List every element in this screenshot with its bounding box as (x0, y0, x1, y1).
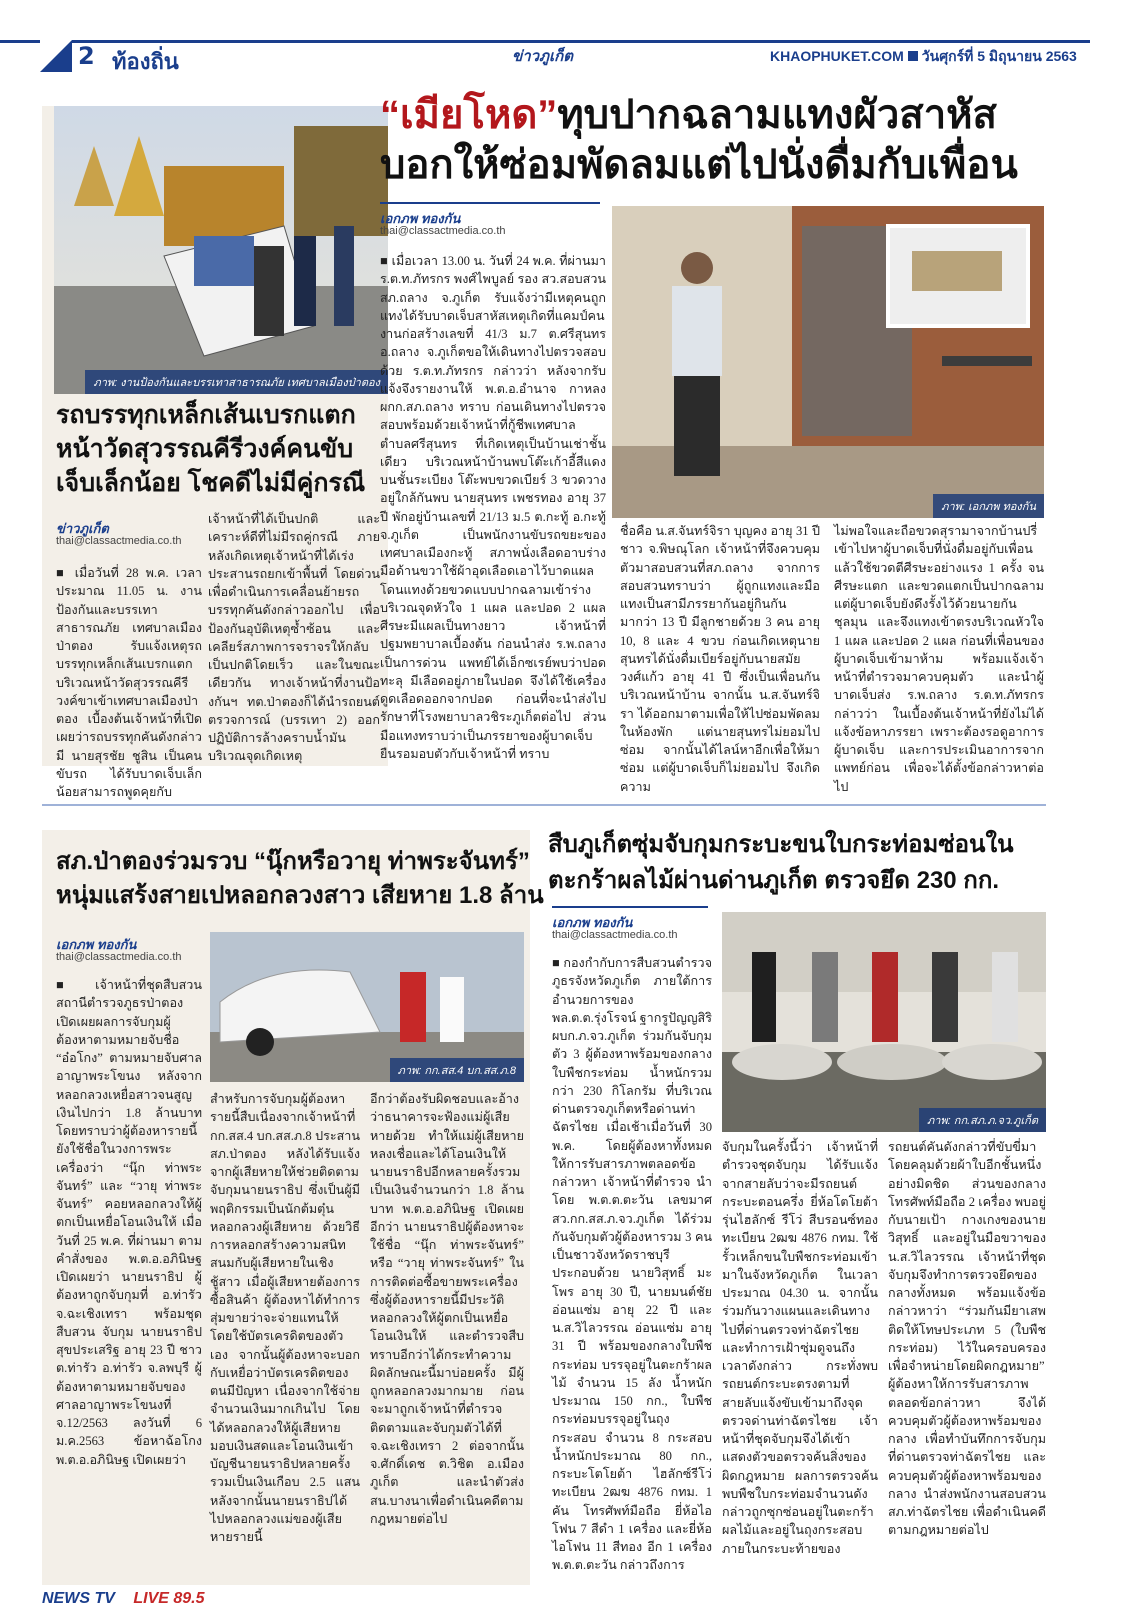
news-tv-logo: NEWS TV (42, 1590, 115, 1607)
masthead-logo: ข่าวภูเก็ต (512, 47, 573, 65)
section-title: ท้องถิ่น (112, 50, 179, 75)
truck-photo-image (54, 106, 388, 394)
site-name: KHAOPHUKET.COM (770, 48, 904, 64)
wife-column-3: ไม่พอใจและถือขวดสุรามาจากบ้านปรี่เข้าไปหาผู้บาดเจ็บที่นั่งดื่มอยู่กับเพื่อน แล้วใช้ขวดตีศีรษะอย่างแรง 1 ครั้ง จนศีรษะแตก และขวดแตกเป็นปากฉลาม แต่ผู้บาดเจ็บยังดึงรั้งไว้ด้วยนายกันชุลมุน และจึงแทงเข้าตรงบริเวณหัวใจ 1 แผล และปอด 2 แผล ก่อนที่เพื่อนของผู้บาดเจ็บเข้ามาห้าม พร้อมแจ้งเจ้าหน้าที่ตำรวจมาควบคุมตัว และนำผู้บาดเจ็บส่ง ร.พ.ถลาง ร.ต.ท.ภัทรกร กล่าวว่า ในเบื้องต้นเจ้าหน้าที่ยังไม่ได้แจ้งข้อหาภรรยา เพราะต้องรอดูอาการผู้บาดเจ็บ และการประเมินอาการจากแพทย์ก่อน เพื่อจะได้ตั้งข้อกล่าวหาต่อไป (834, 524, 1044, 794)
wife-headline-quote: “เมียโหด” (380, 93, 558, 137)
kratom-column-1: ■ กองกำกับการสืบสวนตำรวจภูธรจังหวัดภูเก็ต ภายใต้การอำนวยการของ พล.ต.ต.รุ่งโรจน์ ฐากรูปัญญสิริ ผบก.ภ.จว.ภูเก็ต ร่วมกันจับกุมตัว 3 ผู้ต้องหาพร้อมของกลาง ใบพืชกระท่อม น้ำหนักรวมกว่า 230 กิโลกรัม ที่บริเวณด่านตรวจภูเก็ตหรือด่านท่าฉัตรไชย เมื่อเช้าเมื่อวันที่ 30 พ.ค. โดยผู้ต้องหาทั้งหมดให้การรับสารภาพตลอดข้อกล่าวหา เจ้าหน้าที่ตำรวจ นำโดย พ.ต.ต.ตะวัน เลขมาศ สว.กก.สส.ภ.จว.ภูเก็ต ได้ร่วมกันจับกุมตัวผู้ต้องหารวม 3 คนเป็นชาวจังหวัดราชบุรี ประกอบด้วย นายวิสุทธิ์ มะโพร อายุ 30 ปี, นายมนต์ชัย อ่อนแซ่ม อายุ 22 ปี และ น.ส.วิไลวรรณ อ่อนแซ่ม อายุ 31 ปี พร้อมของกลางใบพืชกระท่อม บรรจุอยู่ในตะกร้าผลไม้ จำนวน 15 ลัง น้ำหนักประมาณ 150 กก., ใบพืชกระท่อมบรรจุอยู่ในถุงกระสอบ จำนวน 8 กระสอบ น้ำหนักประมาณ 80 กก., กระบะโตโยต้า ไฮลักซ์รีโว่ ทะเบียน 2ฒฆ 4876 กทม. 1 คัน โทรศัพท์มือถือ ยี่ห้อไอโฟน 7 สีดำ 1 เครื่อง และยี่ห้อไอโฟน 11 สีทอง อีก 1 เครื่อง พ.ต.ต.ตะวัน กล่าวถึงการ (552, 956, 712, 1573)
scam-byline-email: thai@classactmedia.co.th (56, 951, 182, 963)
page-number: 2 (78, 42, 95, 70)
kratom-byline-rule (552, 906, 708, 908)
header-rule (0, 40, 1090, 43)
wife-headline (380, 90, 1060, 190)
wife-photo (612, 206, 1044, 518)
kratom-column-3: รถยนต์คันดังกล่าวที่ขับขี่มาโดยคลุมด้วยผ้าใบอีกชั้นหนึ่งอย่างมิดชิด ส่วนของกลางโทรศัพท์มือถือ 2 เครื่อง พบอยู่กับนายเป้า กางเกงของนายวิสุทธิ์ และอยู่ในมือขวาของ น.ส.วิไลวรรณ เจ้าหน้าที่ชุดจับกุมจึงทำการตรวจยึดของกลางทั้งหมด พร้อมแจ้งข้อกล่าวหาว่า “ร่วมกันมียาเสพติดให้โทษประเภท 5 (ใบพืชกระท่อม) ไว้ในครอบครอง เพื่อจำหน่ายโดยผิดกฎหมาย” ผู้ต้องหาให้การรับสารภาพตลอดข้อกล่าวหา จึงได้ควบคุมตัวผู้ต้องหาพร้อมของกลาง เพื่อทำบันทึกการจับกุมที่ด่านตรวจท่าฉัตรไชย และควบคุมตัวผู้ต้องหาพร้อมของกลาง นำส่งพนักงานสอบสวน สภ.ท่าฉัตรไชย เพื่อดำเนินคดีตามกฎหมายต่อไป (888, 1140, 1046, 1538)
truck-byline-name: ข่าวภูเก็ต (56, 521, 109, 536)
scam-headline-line2: หนุ่มแสร้งสายเปหลอกลวงสาว เสียหาย 1.8 ล้าน (56, 882, 544, 909)
wife-photo-image (612, 206, 1044, 518)
truck-photo-caption: ภาพ: งานป้องกันและบรรเทาสาธารณภัย เทศบาลเมืองป่าตอง (85, 370, 388, 394)
kratom-photo (722, 912, 1046, 1132)
section-divider (42, 804, 1046, 806)
kratom-photo-caption: ภาพ: กก.สภ.ภ.จว.ภูเก็ต (919, 1108, 1046, 1132)
scam-column-1: ■ เจ้าหน้าที่ชุดสืบสวน สถานีตำรวจภูธรป่าตอง เปิดเผยผลการจับกุมผู้ต้องหาตามหมายจับชื่อ “อ๋อโกง” ตามหมายจับศาลอาญาพระโขนง หลังจากหลอกลวงเหยื่อสาวจนสูญเงินไปกว่า 1.8 ล้านบาท โดยทราบว่าผู้ต้องหารายนี้ยังใช้ชื่อในวงการพระเครื่องว่า “นุ๊ก ท่าพระจันทร์” และ “วายุ ท่าพระจันทร์” คอยหลอกลวงให้ผู้ตกเป็นเหยื่อโอนเงินให้ เมื่อวันที่ 25 พ.ค. ที่ผ่านมา ตามคำสั่งของ พ.ต.อ.อภินิษฐ เปิดเผยว่า นายนราธิป ผู้ต้องหาถูกจับกุมที่ อ.ท่ารัว จ.ฉะเชิงเทรา พร้อมชุดสืบสวน จับกุม นายนราธิป สุขประเสริฐ อายุ 23 ปี ชาว ต.ท่ารัว อ.ท่ารัว จ.ลพบุรี ผู้ต้องหาตามหมายจับของศาลอาญาพระโขนงที่ จ.12/2563 ลงวันที่ 6 ม.ค.2563 ข้อหาฉ้อโกง พ.ต.อ.อภินิษฐ เปิดเผยว่า (56, 978, 202, 1467)
kratom-photo-image (722, 912, 1046, 1132)
wife-byline-name: เอกภพ ทองกัน (380, 211, 461, 226)
scam-headline-line1: สภ.ป่าตองร่วมรวบ “นุ๊กหรือวายุ ท่าพระจันทร์” (56, 848, 530, 875)
separator-square (908, 51, 918, 61)
scam-column-2: สำหรับการจับกุมผู้ต้องหารายนี้สืบเนื่องจากเจ้าหน้าที่ กก.สส.4 บก.สส.ภ.8 ประสาน สภ.ป่าตอง หลังได้รับแจ้งจากผู้เสียหายให้ช่วยติดตามจับกุมนายนราธิป ซึ่งเป็นผู้มีพฤติกรรมเป็นนักต้มตุ๋นหลอกลวงผู้เสียหาย ด้วยวิธีการหลอกสร้างความสนิทสนมกับผู้เสียหายในเชิงชู้สาว เมื่อผู้เสียหายต้องการซื้อสินค้า ผู้ต้องหาได้ทำการสุ่มขายว่าจะจ่ายแทนให้โดยใช้บัตรเครดิตของตัวเอง จากนั้นผู้ต้องหาจะบอกกับเหยื่อว่าบัตรเครดิตของตนมีปัญหา เนื่องจากใช้จ่ายจำนวนเงินมากเกินไป โดยได้หลอกลวงให้ผู้เสียหายมอบเงินสดและโอนเงินเข้าบัญชีนายนราธิปหลายครั้ง รวมเป็นเงินเกือบ 2.5 แสน หลังจากนั้นนายนราธิปได้ไปหลอกลวงแม่ของผู้เสียหายรายนี้ (210, 1092, 360, 1544)
kratom-headline-line2: ตะกร้าผลไม้ผ่านด่านภูเก็ต ตรวจยึด 230 กก. (548, 867, 1000, 894)
scam-byline-name: เอกภพ ทองกัน (56, 937, 137, 952)
wife-headline-main: ทุบปากฉลามแทงผัวสาหัส (557, 93, 997, 137)
truck-column-2: เจ้าหน้าที่ได้เป็นปกติ และเคราะห์ดีที่ไม่มีรถคู่กรณี ภายหลังเกิดเหตุเจ้าหน้าที่ได้เร่งประสานรถยกเข้าพื้นที่ โดยด่วนเพื่อดำเนินการเคลื่อนย้ายรถบรรทุกคันดังกล่าวออกไป เพื่อป้องกันอุบัติเหตุซ้ำซ้อน และเคลียร์สภาพการจราจรให้กลับเป็นปกติโดยเร็ว และในขณะเดียวกัน ทางเจ้าหน้าที่งานป้องกันฯ ทต.ป่าตองก็ได้นำรถยนต์ตรวจการณ์ (บรรเทา 2) ออกปฏิบัติการล้างคราบน้ำมันบริเวณจุดเกิดเหตุ (208, 512, 380, 764)
truck-column-1: ■ เมื่อวันที่ 28 พ.ค. เวลาประมาณ 11.05 น. งานป้องกันและบรรเทาสาธารณภัย เทศบาลเมืองป่าตอง รับแจ้งเหตุรถบรรทุกเหล็กเส้นเบรกแตก บริเวณหน้าวัดสุวรรณคีรีวงค์ขาเข้าเทศบาลเมืองป่าตอง เบื้องต้นเจ้าหน้าที่เปิดเผยว่ารถบรรทุกคันดังกล่าวมี นายสุรชัย ชูสิน เป็นคนขับรถ ได้รับบาดเจ็บเล็กน้อยสามารถพูดคุยกับ (56, 566, 202, 799)
dateline (770, 46, 1077, 68)
corner-logo (40, 40, 72, 72)
footer-logos (42, 1590, 205, 1608)
scam-photo-caption: ภาพ: กก.สส.4 บก.สส.ภ.8 (390, 1058, 524, 1082)
kratom-headline-line1: สืบภูเก็ตซุ่มจับกุมกระบะขนใบกระท่อมซ่อนใน (548, 831, 1014, 858)
truck-headline: รถบรรทุกเหล็กเส้นเบรกแตก หน้าวัดสุวรรณคีรีวงค์คนขับ เจ็บเล็กน้อย โชคดีไม่มีคู่กรณี (56, 401, 366, 497)
wife-column-1: ■ เมื่อเวลา 13.00 น. วันที่ 24 พ.ค. ที่ผ่านมา ร.ต.ท.ภัทรกร พงศ์ไพบูลย์ รอง สว.สอบสวนสภ.ถลาง จ.ภูเก็ต รับแจ้งว่ามีเหตุคนถูกแทงได้รับบาดเจ็บสาหัสเหตุเกิดที่แคมป์คนงานก่อสร้างเลขที่ 41/3 ม.7 ต.ศรีสุนทร อ.ถลาง จ.ภูเก็ตขอให้เดินทางไปตรวจสอบด้วย ร.ต.ท.ภัทรกร กล่าวว่า หลังจากรับแจ้งจึงรายงานให้ พ.ต.อ.อำนาจ กาหลง ผกก.สภ.ถลาง ทราบ ก่อนเดินทางไปตรวจสอบพร้อมด้วยเจ้าหน้าที่กู้ชีพเทศบาลตำบลศรีสุนทร ที่เกิดเหตุเป็นบ้านเช่าชั้นเดียว บริเวณหน้าบ้านพบโต๊ะเก้าอี้สีแดงบนชั้นระเบียง โต๊ะพบขวดเบียร์ 3 ขวดวางอยู่ใกล้กันพบ นายสุนทร เพชรทอง อายุ 37 ปี พักอยู่บ้านเลขที่ 21/13 ม.5 ต.กะทู้ อ.กะทู้ จ.ภูเก็ต เป็นพนักงานขับรถขยะของเทศบาลเมืองกะทู้ สภาพนั่งเลือดอาบร่างมือด้านขวาใช้ผ้าอุดเลือดเอาไว้บาดแผลโดนแทงด้วยขวดแบบปากฉลามเข้าร่างบริเวณจุดหัวใจ 1 แผล และปอด 2 แผล ศีรษะมีแผลเป็นทางยาว เจ้าหน้าที่ปฐมพยาบาลเบื้องต้น ก่อนนำส่ง ร.พ.ถลาง เป็นการด่วน แพทย์ได้เอ็กซเรย์พบว่าปอดทะลุ มีเลือดอยู่ภายในปอด จึงได้ใช้เครื่องดูดเลือดออกจากปอด ก่อนที่จะนำส่งไปรักษาที่โรงพยาบาลวชิระภูเก็ตต่อไป ส่วนมือแทงทราบว่าเป็นภรรยาของผู้บาดเจ็บ ยืนรอมอบตัวกับเจ้าหน้าที่ ทราบ (380, 254, 606, 761)
kratom-byline-email: thai@classactmedia.co.th (552, 929, 678, 941)
live-radio-logo: LIVE 89.5 (133, 1590, 205, 1607)
wife-column-2: ชื่อคือ น.ส.จันทร์จิรา บุญคง อายุ 31 ปี ชาว จ.พิษณุโลก เจ้าหน้าที่จึงควบคุมตัวมาสอบสวนที่สภ.ถลาง จากการสอบสวนทราบว่า ผู้ถูกแทงและมือแทงเป็นสามีภรรยากันอยู่กินกันมากว่า 13 ปี มีลูกชายด้วย 3 คน อายุ 10, 8 และ 4 ขวบ ก่อนเกิดเหตุนายสุนทรได้นั่งดื่มเบียร์อยู่กับนายสมัย วงศ์แก้ว อายุ 41 ปี ซึ่งเป็นเพื่อนกันบริเวณหน้าบ้าน จากนั้น น.ส.จันทร์จิรา ได้ออกมาตามเพื่อให้ไปซ่อมพัดลมในห้องพัก แต่นายสุนทรไม่ยอมไปซ่อม จากนั้นได้ไลน์หาอีกเพื่อให้มาซ่อม แต่ผู้บาดเจ็บก็ไม่ยอมไป จึงเกิดความ (620, 524, 820, 794)
kratom-column-2: จับกุมในครั้งนี้ว่า เจ้าหน้าที่ตำรวจชุดจับกุม ได้รับแจ้งจากสายลับว่าจะมีรถยนต์กระบะตอนครึ่ง ยี่ห้อโตโยต้ารุ่นไฮลักซ์ รีโว่ สีบรอนซ์ทอง ทะเบียน 2ฒฆ 4876 กทม. ใช้รั้วเหล็กขนใบพืชกระท่อมเข้ามาในจังหวัดภูเก็ต ในเวลาประมาณ 04.30 น. จากนั้นร่วมกันวางแผนและเดินทางไปที่ด่านตรวจท่าฉัตรไชย และทำการเฝ้าซุ่มดูจนถึงเวลาดังกล่าว กระทั่งพบรถยนต์กระบะตรงตามที่สายลับแจ้งขับเข้ามาถึงจุดตรวจด่านท่าฉัตรไชย เจ้าหน้าที่ชุดจับกุมจึงได้เข้าแสดงตัวขอตรวจค้นสิ่งของผิดกฎหมาย ผลการตรวจค้นพบพืชใบกระท่อมจำนวนดังกล่าวถูกซุกซ่อนอยู่ในตะกร้าผลไม้และอยู่ในถุงกระสอบ ภายในกระบะท้ายของ (722, 1140, 878, 1556)
wife-byline-email: thai@classactmedia.co.th (380, 225, 506, 237)
wife-headline-line2: บอกให้ซ่อมพัดลมแต่ไปนั่งดื่มกับเพื่อน (380, 143, 1018, 187)
kratom-byline-name: เอกภพ ทองกัน (552, 915, 633, 930)
truck-byline-email: thai@classactmedia.co.th (56, 535, 182, 547)
wife-photo-caption: ภาพ: เอกภพ ทองกัน (933, 494, 1044, 518)
truck-photo (54, 106, 388, 394)
wife-byline-rule (380, 202, 600, 204)
scam-photo (210, 932, 524, 1082)
issue-date: วันศุกร์ที่ 5 มิถุนายน 2563 (921, 48, 1077, 64)
scam-column-3: อีกว่าต้องรับผิดชอบและอ้างว่าธนาคารจะฟ้องแม่ผู้เสียหายด้วย ทำให้แม่ผู้เสียหายหลงเชื่อและได้โอนเงินให้นายนราธิปอีกหลายครั้งรวมเป็นเงินจำนวนกว่า 1.8 ล้านบาท พ.ต.อ.อภินิษฐ เปิดเผยอีกว่า นายนราธิปผู้ต้องหาจะใช้ชื่อ “นุ๊ก ท่าพระจันทร์” หรือ “วายุ ท่าพระจันทร์” ในการติดต่อซื้อขายพระเครื่อง ซึ่งผู้ต้องหารายนี้มีประวัติหลอกลวงให้ผู้ตกเป็นเหยื่อโอนเงินให้ และตำรวจสืบทราบอีกว่าได้กระทำความผิดลักษณะนี้มาบ่อยครั้ง มีผู้ถูกหลอกลวงมากมาย ก่อนจะมาถูกเจ้าหน้าที่ตำรวจติดตามและจับกุมตัวได้ที่ จ.ฉะเชิงเทรา 2 ต่อจากนั้น จ.ศักดิ์เดช ต.วิชิต อ.เมืองภูเก็ต และนำตัวส่ง สน.บางนาเพื่อดำเนินคดีตามกฎหมายต่อไป (370, 1092, 524, 1526)
